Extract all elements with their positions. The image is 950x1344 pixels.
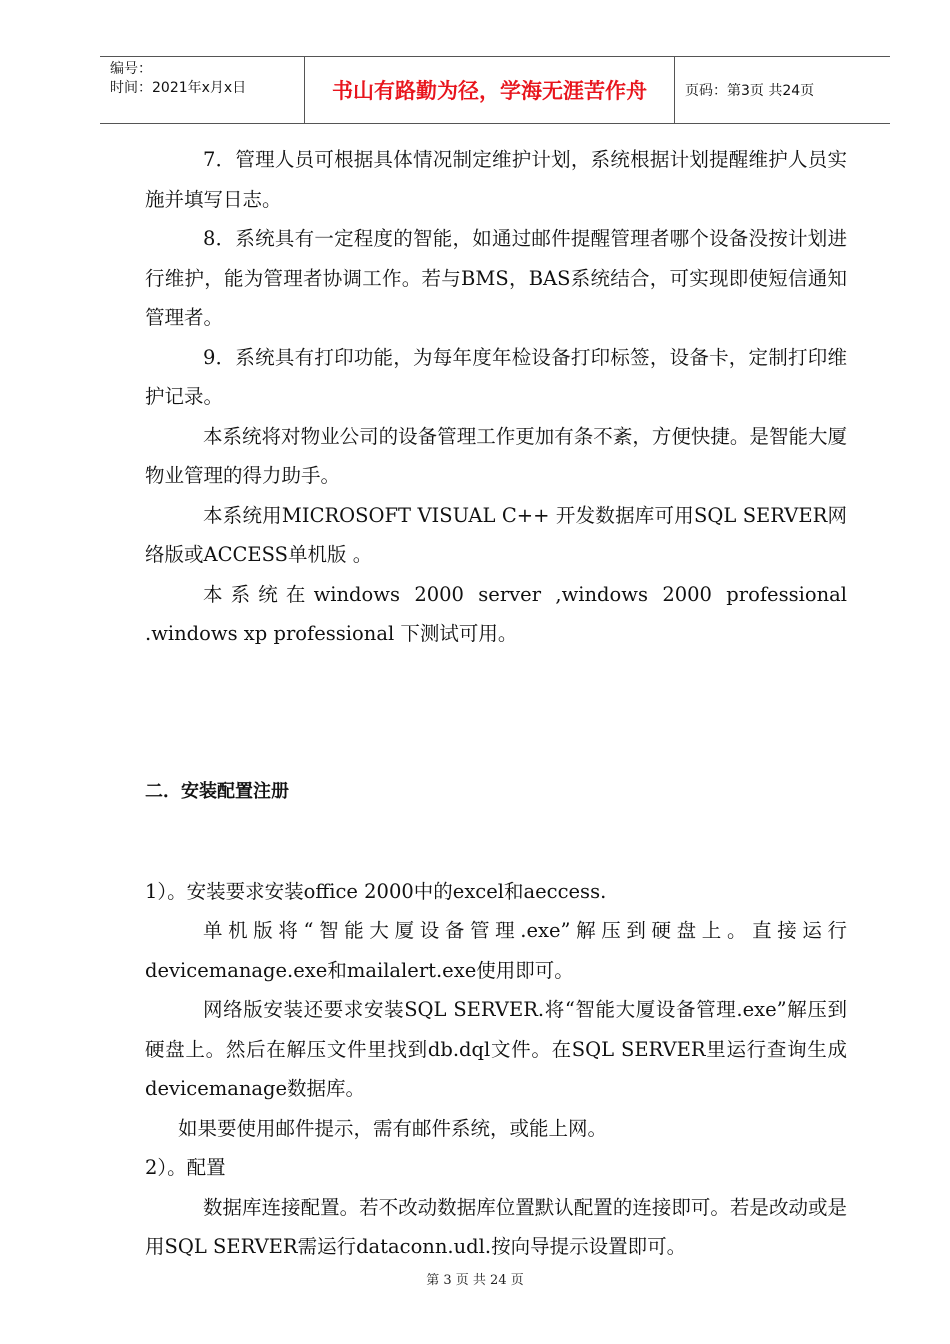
- header-motto: 书山有路勤为径，学海无涯苦作舟: [305, 57, 675, 123]
- install-requirements-title: 1）。安装要求安装office 2000中的excel和aeccess.: [145, 879, 607, 903]
- paragraph-summary: 本系统将对物业公司的设备管理工作更加有条不紊，方便快捷。是智能大厦物业管理的得力助手。: [145, 424, 847, 487]
- spacer: [145, 654, 847, 772]
- paragraph-item-9: 9．系统具有打印功能，为每年度年检设备打印标签，设备卡，定制打印维护记录。: [145, 345, 847, 408]
- paragraph-os-support: 本系统在windows 2000 server ,windows 2000 professional .windows xp professional 下测试可用。: [145, 582, 847, 645]
- paragraph-item-7: 7．管理人员可根据具体情况制定维护计划，系统根据计划提醒维护人员实施并填写日志。: [145, 148, 847, 211]
- section-heading: 二．安装配置注册: [145, 780, 289, 802]
- spacer: [145, 812, 847, 872]
- paragraph-development: 本系统用MICROSOFT VISUAL C++ 开发数据库可用SQL SERVER网络版或ACCESS单机版 。: [145, 503, 847, 566]
- page-header: [100, 56, 890, 124]
- header-page-number: 页码：第3页 共24页: [685, 83, 815, 99]
- document-time-label: 时间：2021年x月x日: [110, 80, 247, 96]
- page-footer: 第 3 页 共 24 页: [426, 1273, 524, 1288]
- install-mail-note: 如果要使用邮件提示，需有邮件系统，或能上网。: [178, 1116, 608, 1140]
- header-meta: [100, 57, 305, 123]
- install-network-edition: 网络版安装还要求安装SQL SERVER.将“智能大厦设备管理.exe”解压到硬盘上。然后在解压文件里找到db.dql文件。在SQL SERVER里运行查询生成devicemanage数据库。: [145, 998, 847, 1100]
- paragraph-item-8: 8．系统具有一定程度的智能，如通过邮件提醒管理者哪个设备没按计划进行维护，能为管理者协调工作。若与BMS，BAS系统结合，可实现即使短信通知管理者。: [145, 227, 847, 329]
- config-title: 2）。配置: [145, 1156, 226, 1179]
- install-single-edition: 单机版将“智能大厦设备管理.exe”解压到硬盘上。直接运行devicemanage.exe和mailalert.exe使用即可。: [145, 919, 847, 982]
- config-database: 数据库连接配置。若不改动数据库位置默认配置的连接即可。若是改动或是用SQL SERVER需运行dataconn.udl.按向导提示设置即可。: [145, 1195, 847, 1258]
- document-body: [145, 140, 847, 1267]
- document-number-label: 编号：: [110, 61, 152, 77]
